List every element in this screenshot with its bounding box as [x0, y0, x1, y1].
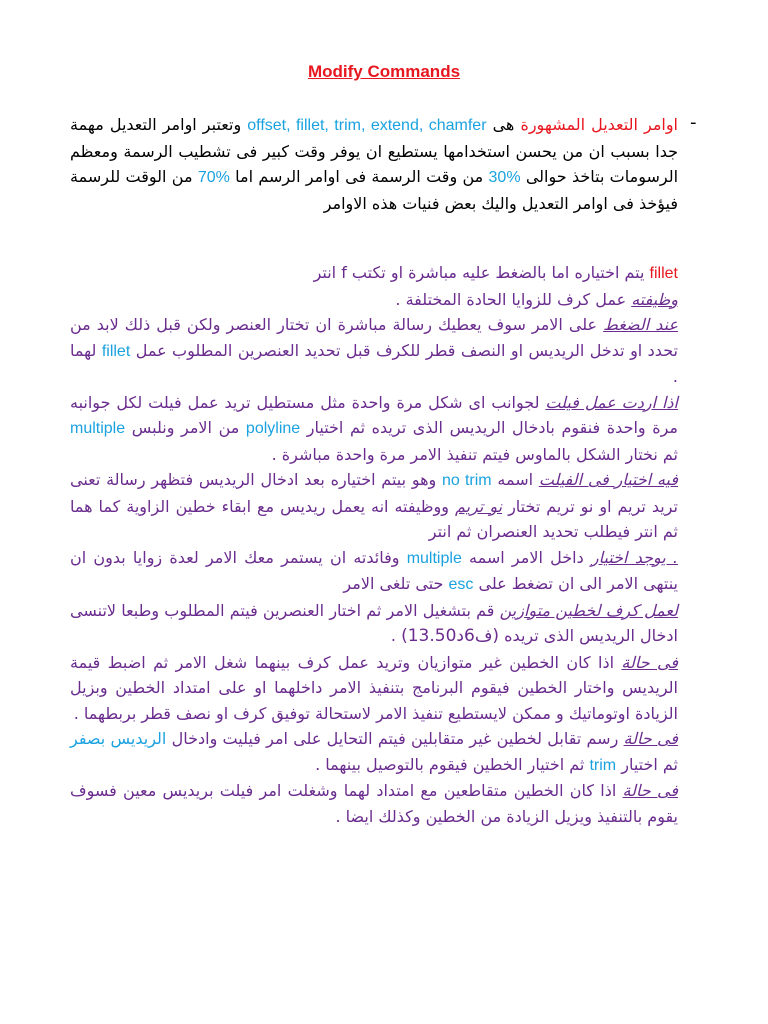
no-trim-keyword: no trim: [442, 472, 492, 489]
fillet-keyword-2: fillet: [101, 342, 131, 360]
radius-zero-keyword: الريديس بصفر: [70, 729, 167, 748]
multiple-text: داخل الامر اسمه: [461, 547, 591, 567]
intro-paragraph: [70, 112, 678, 216]
case-label-1: فى حالة: [621, 652, 678, 672]
polyline-keyword: polyline: [245, 420, 301, 437]
no-trim-arabic: نو تريم: [454, 496, 503, 516]
multiple-end: حتى تلغى الامر: [343, 574, 449, 593]
multiple-keyword: multiple: [70, 420, 126, 437]
reference-note: (ف6د13.50): [401, 626, 500, 646]
parallel-text: قم بتشغيل الامر ثم اختار العنصرين فيتم المطلوب وطبعا لاتنسى ادخال الريديس الذى تريده: [70, 600, 678, 645]
intro-rest2: من وقت الرسمة فى اوامر الرسم اما: [229, 167, 489, 186]
fillet-line-1: [70, 260, 678, 287]
function-text: عمل كرف للزوايا الحادة المختلفة .: [395, 289, 632, 309]
case-label-3: فى حالة: [622, 781, 678, 800]
parallel-label: لعمل كرف لخطين متوازين: [499, 600, 678, 620]
multiple-label: . يوجد اختيار: [590, 547, 679, 567]
fillet-line-8: [70, 650, 678, 727]
all-sides-end: ثم نختار الشكل بالماوس فيتم تنفيذ الامر مرة واحدة مباشرة .: [271, 444, 678, 464]
option-text: اسمه: [491, 470, 539, 489]
fillet-line-6: [70, 545, 678, 598]
page-title: Modify Commands: [307, 62, 461, 81]
esc-keyword: esc: [448, 576, 474, 593]
option-label: فيه اختيار فى الفيلت: [538, 470, 679, 489]
fillet-line-9: [70, 726, 678, 778]
case-end-2: ثم اختيار الخطين فيقوم بالتوصيل بينهما .: [315, 754, 590, 774]
fillet-line-10: [70, 778, 678, 829]
intro-rest: وتعتبر اوامر التعديل مهمة جدا بسبب ان من يحسن استخدامها يستطيع ان يوفر وقت كبير فى تشطيب الرسمة ومعظم الرسومات بتاخذ حوالى: [70, 115, 679, 186]
on-press-text: على الامر سوف يعطيك رسالة مباشرة ان تختار العنصر ولكن قبل ذلك لابد من تحدد او تدخل الريديس او النصف قطر للكرف قبل تحديد العنصرين المطلوب عمل: [70, 315, 678, 360]
option-end: ووظيفته انه يعمل ريديس مع ابقاء خطين الزاوية كما هما ثم انتر فيطلب تحديد العنصران ثم انتر: [70, 496, 678, 541]
all-sides-mid: من الامر ونلبس: [125, 418, 246, 437]
case-text-2: رسم تقابل لخطين غير متقابلين فيتم التحايل على امر فيليت وادخال: [166, 729, 624, 748]
case-text-1: اذا كان الخطين غير متوازيان وتريد عمل كرف بينهما شغل الامر ثم اضبط قيمة الريديس واختار الخطين فيقوم البرنامج بتنفيذ الامر داخلهما او على امتداد الخطين وبزيل الزيادة اوتوماتيك و ممكن لايستطيع تنفيذ الامر لاستحالة توفيق كرف او نصف قطر بربطهما .: [70, 652, 678, 723]
intro-30-percent: 30%: [488, 169, 521, 186]
intro-70-percent: 70%: [197, 169, 230, 186]
fillet-desc: يتم اختياره اما بالضغط عليه مباشرة او تكتب f انتر: [313, 263, 650, 282]
fillet-line-3: [70, 312, 678, 390]
intro-rest3: من الوقت للرسمة فيؤخذ فى اوامر التعديل واليك بعض فنيات هذه الاوامر: [70, 167, 678, 213]
on-press-label: عند الضغط: [603, 315, 678, 334]
fillet-line-5: [70, 467, 678, 545]
trim-keyword: trim: [589, 756, 617, 774]
multiple-text-b: وفائدته ان يستمر معك الامر لعدة زوايا بدون ان ينتهى الامر الى ان تضغط على: [70, 547, 678, 593]
fillet-section: [70, 260, 678, 829]
case-text-3: اذا كان الخطين متقاطعين مع امتداد لهما وشغلت امر فيلت بريديس معين فسوف يقوم بالتنفيذ ويزيل الزيادة من الخطين وكذلك ايضا .: [70, 781, 678, 826]
fillet-line-2: [70, 287, 678, 313]
fillet-line-4: [70, 390, 678, 468]
all-sides-label: اذا اردت عمل فيلت: [545, 392, 679, 412]
fillet-keyword: fillet: [649, 265, 678, 282]
multiple-keyword-2: multiple: [406, 549, 462, 567]
bullet-dash: -: [690, 112, 697, 133]
on-press-end: لهما .: [70, 340, 678, 386]
intro-text: هى: [486, 115, 521, 134]
option-text-b: وهو بيتم اختياره بعد ادخال الريديس فتظهر رسالة تعنى تريد تريم او نو تريم تختار: [70, 470, 678, 516]
case-label-2: فى حالة: [623, 729, 679, 748]
case-text-2b: ثم اختيار: [616, 754, 678, 774]
parallel-end: .: [390, 626, 402, 645]
function-label: وظيفته: [631, 289, 678, 309]
intro-commands: offset, fillet, trim, extend, chamfer: [247, 117, 487, 134]
fillet-line-7: [70, 598, 678, 650]
intro-heading-red: اوامر التعديل المشهورة: [520, 115, 679, 134]
all-sides-text: لجوانب اى شكل مرة واحدة مثل مستطيل تريد عمل فيلت لكل جوانبه مرة واحدة فنقوم بادخال الريديس الذى تريده ثم اختيار: [70, 392, 678, 437]
